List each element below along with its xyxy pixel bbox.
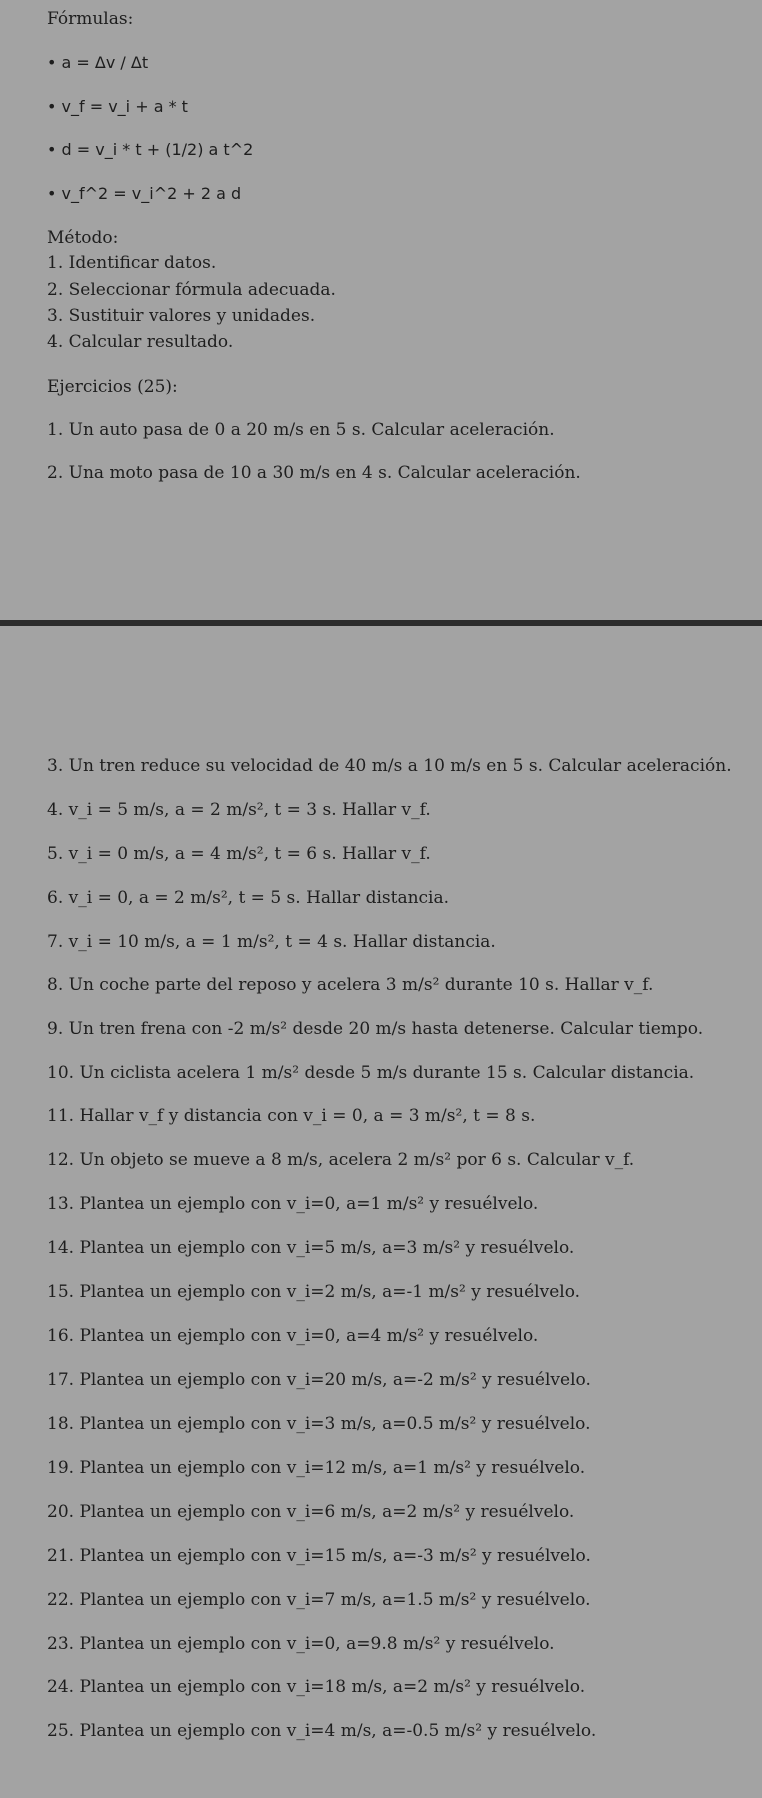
formula-item: • v_f = v_i + a * t <box>47 96 188 118</box>
exercise-item: 23. Plantea un ejemplo con v_i=0, a=9.8 m/s² y resuélvelo. <box>47 1634 555 1654</box>
exercise-item: 15. Plantea un ejemplo con v_i=2 m/s, a=-1 m/s² y resuélvelo. <box>47 1282 581 1302</box>
page-bottom <box>0 626 762 1798</box>
exercise-item: 22. Plantea un ejemplo con v_i=7 m/s, a=1.5 m/s² y resuélvelo. <box>47 1590 591 1610</box>
formula-item: • a = Δv / Δt <box>47 52 148 74</box>
exercise-item: 20. Plantea un ejemplo con v_i=6 m/s, a=2 m/s² y resuélvelo. <box>47 1502 575 1522</box>
exercise-item: 18. Plantea un ejemplo con v_i=3 m/s, a=0.5 m/s² y resuélvelo. <box>47 1414 591 1434</box>
method-heading: Método: <box>47 228 119 248</box>
exercise-item: 11. Hallar v_f y distancia con v_i = 0, a = 3 m/s², t = 8 s. <box>47 1106 536 1126</box>
exercise-item: 14. Plantea un ejemplo con v_i=5 m/s, a=3 m/s² y resuélvelo. <box>47 1238 575 1258</box>
method-step: 1. Identificar datos. <box>47 253 217 273</box>
method-step: 2. Seleccionar fórmula adecuada. <box>47 280 336 300</box>
formula-item: • v_f^2 = v_i^2 + 2 a d <box>47 183 241 205</box>
exercise-item: 12. Un objeto se mueve a 8 m/s, acelera 2 m/s² por 6 s. Calcular v_f. <box>47 1150 635 1170</box>
exercise-item: 2. Una moto pasa de 10 a 30 m/s en 4 s. Calcular aceleración. <box>47 463 581 483</box>
method-step: 4. Calcular resultado. <box>47 332 234 352</box>
exercise-item: 5. v_i = 0 m/s, a = 4 m/s², t = 6 s. Hallar v_f. <box>47 844 431 864</box>
exercise-item: 24. Plantea un ejemplo con v_i=18 m/s, a=2 m/s² y resuélvelo. <box>47 1677 586 1697</box>
exercise-item: 10. Un ciclista acelera 1 m/s² desde 5 m/s durante 15 s. Calcular distancia. <box>47 1063 695 1083</box>
formula-item: • d = v_i * t + (1/2) a t^2 <box>47 139 253 161</box>
exercises-heading: Ejercicios (25): <box>47 377 178 397</box>
method-step: 3. Sustituir valores y unidades. <box>47 306 316 326</box>
exercise-item: 19. Plantea un ejemplo con v_i=12 m/s, a=1 m/s² y resuélvelo. <box>47 1458 586 1478</box>
exercise-item: 1. Un auto pasa de 0 a 20 m/s en 5 s. Calcular aceleración. <box>47 420 555 440</box>
exercise-item: 3. Un tren reduce su velocidad de 40 m/s a 10 m/s en 5 s. Calcular aceleración. <box>47 756 732 776</box>
exercise-item: 6. v_i = 0, a = 2 m/s², t = 5 s. Hallar distancia. <box>47 888 450 908</box>
page-top <box>0 0 762 620</box>
formulas-heading: Fórmulas: <box>47 9 134 29</box>
exercise-item: 25. Plantea un ejemplo con v_i=4 m/s, a=-0.5 m/s² y resuélvelo. <box>47 1721 597 1741</box>
exercise-item: 21. Plantea un ejemplo con v_i=15 m/s, a=-3 m/s² y resuélvelo. <box>47 1546 591 1566</box>
exercise-item: 4. v_i = 5 m/s, a = 2 m/s², t = 3 s. Hallar v_f. <box>47 800 431 820</box>
exercise-item: 17. Plantea un ejemplo con v_i=20 m/s, a=-2 m/s² y resuélvelo. <box>47 1370 591 1390</box>
exercise-item: 8. Un coche parte del reposo y acelera 3 m/s² durante 10 s. Hallar v_f. <box>47 975 654 995</box>
exercise-item: 13. Plantea un ejemplo con v_i=0, a=1 m/s² y resuélvelo. <box>47 1194 539 1214</box>
exercise-item: 7. v_i = 10 m/s, a = 1 m/s², t = 4 s. Hallar distancia. <box>47 932 496 952</box>
exercise-item: 16. Plantea un ejemplo con v_i=0, a=4 m/s² y resuélvelo. <box>47 1326 539 1346</box>
exercise-item: 9. Un tren frena con -2 m/s² desde 20 m/s hasta detenerse. Calcular tiempo. <box>47 1019 704 1039</box>
